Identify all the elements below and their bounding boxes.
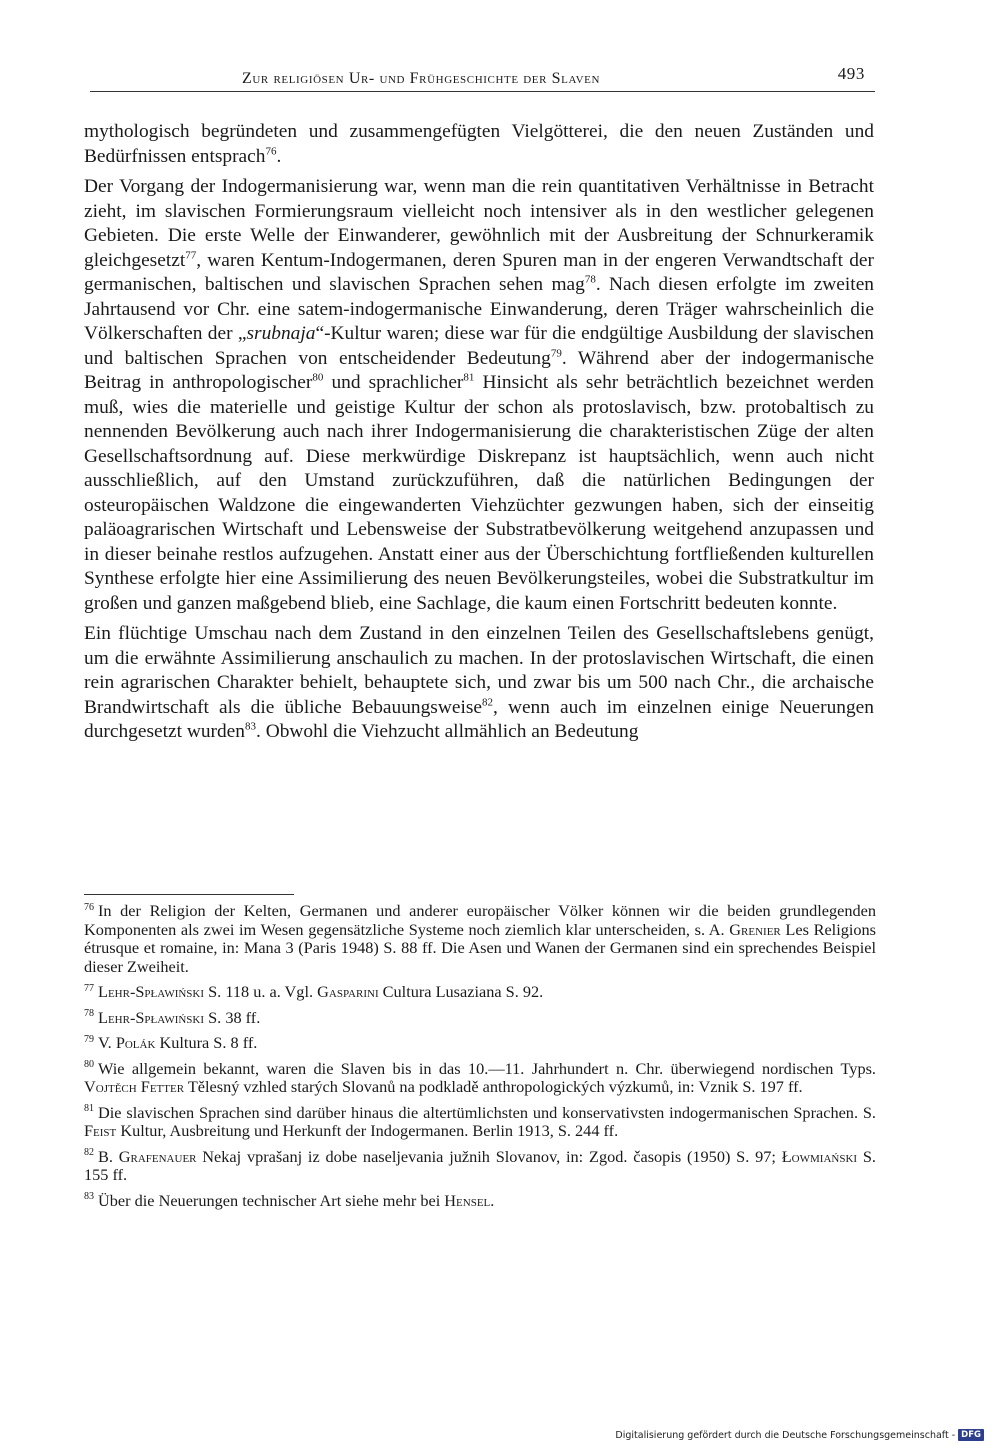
footnote-83: $^{83}$ Über die Neuerungen technischer Art siehe mehr bei Hensel. — [84, 1190, 495, 1210]
footnote-ref-79[interactable]: 79 — [550, 347, 562, 360]
paragraph-1: mythologisch begründeten und zusammengefügten Vielgötterei, die den neuen Zuständen und Bedürfnissen entsprach$^{76}$. — [84, 121, 874, 167]
header-rule — [90, 91, 875, 93]
footnote-80: $^{80}$ Wie allgemein bekannt, waren die Slaven bis in das 10.—11. Jahrhundert n. Chr. überwiegend nordischen Typs. Vojtěch Fetter Tělesný vzhled starých Slovanů na podkladě anthropologických výzkumů, in: Vznik S. 197 ff. — [84, 1058, 876, 1096]
footnote-ref-80[interactable]: 80 — [312, 371, 324, 384]
footnote-ref-76[interactable]: 76 — [265, 145, 277, 158]
srubnaja-term: srubnaja — [246, 323, 316, 344]
paragraph-3: Ein flüchtige Umschau nach dem Zustand in den einzelnen Teilen des Gesellschaftslebens genügt, um die erwähnte Assimilierung anschaulich zu machen. In der protoslavischen Wirtschaft, die einen rein agrarischen Charakter behielt, behauptete sich, und zwar bis um 500 nach Chr., die archaische Brandwirtschaft als die übliche Bebauungsweise$^{82}$, wenn auch im einzelnen einige Neuerungen durchgesetzt wurden$^{83}$. Obwohl die Viehzucht allmählich an Bedeutung — [84, 623, 874, 742]
footnote-79: $^{79}$ V. Polák Kultura S. 8 ff. — [84, 1033, 258, 1052]
footnote-76: $^{76}$ In der Religion der Kelten, Germanen und anderer europäischer Völker können wir die beiden grundlegenden Komponenten als zwei im Wesen gegensätzliche Systeme noch ziemlich klar unterscheiden, s. A. Grenier Les Religions étrusque et romaine, in: Mana 3 (Paris 1948) S. 88 ff. Die Asen und Wanen der Germanen sind ein sprechendes Beispiel dieser Zweiheit. — [84, 901, 876, 976]
footnotes — [84, 902, 876, 1217]
running-header — [90, 64, 875, 94]
footnote-ref-78[interactable]: 78 — [584, 273, 596, 286]
footnote-82: $^{82}$ B. Grafenauer Nekaj vprašanj iz dobe naseljevania južnih Slovanov, in: Zgod. časopis (1950) S. 97; Łowmiański S. 155 ff. — [84, 1146, 876, 1184]
footnote-78: $^{78}$ Lehr-Spławiński S. 38 ff. — [84, 1007, 261, 1027]
footnote-ref-82[interactable]: 82 — [481, 696, 493, 709]
page-number: 493 — [837, 64, 865, 83]
footnote-rule — [84, 894, 294, 895]
dfg-logo: DFG — [958, 1429, 984, 1441]
running-title: Zur religiösen Ur- und Frühgeschichte der Slaven — [242, 70, 600, 87]
paragraph-2: Der Vorgang der Indogermanisierung war, wenn man die rein quantitativen Verhältnisse in Betracht zieht, im slavischen Formierungsraum vielleicht noch intensiver als in den westlicher gelegenen Gebieten. Die erste Welle der Einwanderer, gewöhnlich mit der Ausbreitung der Schnurkeramik gleichgesetzt$^{77}$, waren Kentum-Indogermanen, deren Spuren man in der engeren Verwandtschaft der germanischen, baltischen und slavischen Sprachen sehen mag$^{78}$. Nach diesen erfolgte im zweiten Jahrtausend vor Chr. eine satem-indogermanische Einwanderung, deren Träger wahrscheinlich die Völkerschaften der „srubnaja“-Kultur waren; diese war für die endgültige Ausbildung der slavischen und baltischen Sprachen von entscheidender Bedeutung$^{79}$. Während aber der indogermanische Beitrag in anthropologischer$^{80}$ und sprachlicher$^{81}$ Hinsicht als sehr beträchtlich bezeichnet werden muß, wies die materielle und geistige Kultur der schon als protoslavisch, bzw. protobaltisch zu nennenden Bevölkerung auch nach ihrer Indogermanisierung die charakteristischen Züge der alten Gesellschaftsordnung auf. Diese merkwürdige Diskrepanz ist hauptsächlich, wenn auch nicht ausschließlich, auf den Umstand zurückzuführen, daß die natürlichen Bedingungen der osteuropäischen Waldzone die eingewanderten Viehzüchter gezwungen haben, sich der einseitig paläoagrarischen Wirtschaft und Lebensweise der Substratbevölkerung weitgehend anzupassen und in dieser beinahe restlos aufzugehen. Anstatt einer aus der Überschichtung fortfließenden kulturellen Synthese erfolgte hier eine Assimilierung des neuen Bevölkerungsteiles, wobei die Substratkultur im großen und ganzen maßgebend blieb, eine Sachlage, die kaum einen Fortschritt bedeuten konnte. — [84, 176, 875, 614]
footnote-ref-83[interactable]: 83 — [245, 720, 256, 733]
footnote-ref-81[interactable]: 81 — [463, 371, 475, 384]
main-text — [84, 120, 874, 751]
footnote-ref-77[interactable]: 77 — [185, 249, 197, 262]
footnote-81: $^{81}$ Die slavischen Sprachen sind darüber hinaus die altertümlichsten und konservativsten indogermanischen Sprachen. S. Feist Kultur, Ausbreitung und Herkunft der Indogermanen. Berlin 1913, S. 244 ff. — [84, 1102, 876, 1140]
digitization-credit: Digitalisierung gefördert durch die Deutsche Forschungsgemeinschaft - DFG — [615, 1429, 984, 1441]
footnote-77: $^{77}$ Lehr-Spławiński S. 118 u. a. Vgl. Gasparini Cultura Lusaziana S. 92. — [84, 982, 544, 1001]
